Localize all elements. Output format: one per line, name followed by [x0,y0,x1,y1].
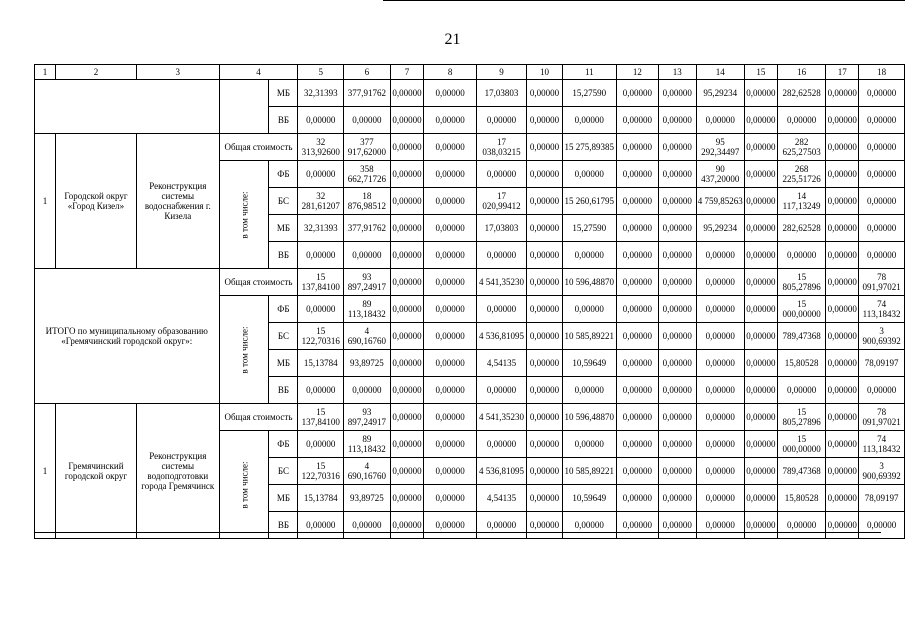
value-cell: 0,00000 [424,512,476,539]
value-cell: 0,00000 [658,377,696,404]
value-cell: 0,00000 [696,404,744,431]
value-cell: 0,00000 [424,458,476,485]
value-cell: 10 596,48870 [562,269,616,296]
value-cell: 32,31393 [298,80,344,107]
total-cost-label: Общая стоимость [219,134,298,161]
value-cell: 78 091,97021 [859,404,905,431]
value-cell: 10,59649 [562,350,616,377]
value-cell: 0,00000 [696,431,744,458]
total-summary-label: ИТОГО по муниципальному образованию «Гремячинский городской округ»: [35,269,220,404]
value-cell: 0,00000 [658,350,696,377]
value-cell: 0,00000 [527,80,563,107]
value-cell: 0,00000 [476,296,526,323]
value-cell: 0,00000 [616,512,658,539]
value-cell: 0,00000 [527,242,563,269]
value-cell: 0,00000 [424,431,476,458]
value-cell: 282,62528 [777,215,825,242]
value-cell: 789,47368 [777,323,825,350]
value-cell: 0,00000 [744,431,777,458]
table-row [35,80,905,107]
value-cell: 15,27590 [562,215,616,242]
value-cell: 0,00000 [562,242,616,269]
value-cell: 0,00000 [527,323,563,350]
value-cell: 0,00000 [298,107,344,134]
value-cell: 32 313,92600 [298,134,344,161]
value-cell: 0,00000 [696,323,744,350]
value-cell: 0,00000 [744,485,777,512]
value-cell: 0,00000 [390,242,424,269]
value-cell: 0,00000 [826,134,859,161]
value-cell: 3 900,69392 [859,458,905,485]
value-cell: 93,89725 [344,485,391,512]
value-cell: 0,00000 [826,161,859,188]
value-cell: 0,00000 [616,107,658,134]
value-cell: 0,00000 [616,323,658,350]
value-cell: 32 281,61207 [298,188,344,215]
value-cell: 0,00000 [696,296,744,323]
value-cell: 0,00000 [390,215,424,242]
value-cell: 0,00000 [390,431,424,458]
value-cell: 789,47368 [777,458,825,485]
value-cell: 10 585,89221 [562,458,616,485]
fund-label: ВБ [269,377,298,404]
value-cell: 15 000,00000 [777,296,825,323]
header-cell: 15 [744,65,777,80]
value-cell: 0,00000 [826,431,859,458]
value-cell: 0,00000 [527,134,563,161]
value-cell: 0,00000 [390,269,424,296]
value-cell: 78,09197 [859,350,905,377]
value-cell: 0,00000 [826,377,859,404]
value-cell: 0,00000 [616,215,658,242]
value-cell: 0,00000 [424,296,476,323]
fund-label: МБ [269,215,298,242]
value-cell: 0,00000 [424,215,476,242]
fund-label: БС [269,323,298,350]
value-cell: 0,00000 [527,485,563,512]
value-cell: 0,00000 [390,323,424,350]
value-cell: 0,00000 [826,458,859,485]
total-cost-label: Общая стоимость [219,269,298,296]
bottom-rule [34,532,881,533]
value-cell: 0,00000 [424,323,476,350]
value-cell: 0,00000 [390,80,424,107]
value-cell: 15,13784 [298,350,344,377]
fund-label: ВБ [269,512,298,539]
value-cell: 0,00000 [390,161,424,188]
value-cell: 0,00000 [658,296,696,323]
value-cell: 0,00000 [616,134,658,161]
header-cell: 10 [527,65,563,80]
value-cell: 0,00000 [744,161,777,188]
value-cell: 74 113,18432 [859,431,905,458]
value-cell: 10 596,48870 [562,404,616,431]
value-cell: 95,29234 [696,80,744,107]
page-number: 21 [444,31,461,48]
value-cell: 0,00000 [658,134,696,161]
value-cell: 268 225,51726 [777,161,825,188]
value-cell: 0,00000 [658,188,696,215]
fund-label: МБ [269,485,298,512]
fund-label: ВБ [269,242,298,269]
value-cell: 15 805,27896 [777,269,825,296]
value-cell: 0,00000 [562,161,616,188]
value-cell: 78,09197 [859,485,905,512]
value-cell: 0,00000 [562,431,616,458]
value-cell: 18 876,98512 [344,188,391,215]
value-cell: 0,00000 [658,485,696,512]
value-cell: 0,00000 [527,269,563,296]
value-cell: 0,00000 [562,512,616,539]
value-cell: 0,00000 [777,107,825,134]
value-cell: 93 897,24917 [344,269,391,296]
value-cell: 90 437,20000 [696,161,744,188]
value-cell: 0,00000 [616,80,658,107]
value-cell: 0,00000 [744,458,777,485]
value-cell: 0,00000 [826,242,859,269]
value-cell: 10 585,89221 [562,323,616,350]
value-cell: 0,00000 [826,269,859,296]
value-cell: 0,00000 [562,296,616,323]
value-cell: 0,00000 [859,188,905,215]
value-cell: 0,00000 [476,512,526,539]
value-cell: 0,00000 [826,107,859,134]
value-cell: 0,00000 [616,242,658,269]
value-cell: 0,00000 [527,107,563,134]
value-cell: 0,00000 [859,242,905,269]
value-cell: 0,00000 [476,377,526,404]
value-cell: 0,00000 [859,215,905,242]
value-cell: 282 625,27503 [777,134,825,161]
value-cell: 0,00000 [298,242,344,269]
blank-cell [219,80,269,134]
value-cell: 0,00000 [298,161,344,188]
header-cell: 5 [298,65,344,80]
vtom-label [219,431,269,539]
value-cell: 0,00000 [424,80,476,107]
value-cell: 0,00000 [696,512,744,539]
value-cell: 14 117,13249 [777,188,825,215]
value-cell: 0,00000 [616,485,658,512]
value-cell: 0,00000 [744,134,777,161]
row-number: 1 [35,404,56,539]
value-cell: 95 292,34497 [696,134,744,161]
value-cell: 0,00000 [390,485,424,512]
value-cell: 15 260,61795 [562,188,616,215]
value-cell: 15 000,00000 [777,431,825,458]
value-cell: 4 690,16760 [344,458,391,485]
value-cell: 0,00000 [424,134,476,161]
value-cell: 93 897,24917 [344,404,391,431]
value-cell: 0,00000 [696,350,744,377]
value-cell: 0,00000 [527,404,563,431]
fund-label: МБ [269,350,298,377]
blank-cell [35,80,220,134]
value-cell: 0,00000 [298,296,344,323]
value-cell: 3 900,69392 [859,323,905,350]
value-cell: 0,00000 [527,431,563,458]
value-cell: 0,00000 [744,107,777,134]
value-cell: 377,91762 [344,215,391,242]
value-cell: 0,00000 [616,377,658,404]
budget-table [34,64,905,539]
value-cell: 74 113,18432 [859,296,905,323]
value-cell: 0,00000 [826,296,859,323]
value-cell: 0,00000 [744,188,777,215]
vtom-label [219,161,269,269]
value-cell: 0,00000 [658,404,696,431]
value-cell: 0,00000 [390,188,424,215]
header-cell: 14 [696,65,744,80]
value-cell: 17,03803 [476,215,526,242]
header-cell: 6 [344,65,391,80]
value-cell: 95,29234 [696,215,744,242]
header-cell: 18 [859,65,905,80]
value-cell: 4 690,16760 [344,323,391,350]
value-cell: 0,00000 [744,377,777,404]
header-cell: 12 [616,65,658,80]
value-cell: 15 275,89385 [562,134,616,161]
value-cell: 282,62528 [777,80,825,107]
value-cell: 0,00000 [826,188,859,215]
value-cell: 0,00000 [527,377,563,404]
header-cell: 2 [55,65,136,80]
value-cell: 0,00000 [658,215,696,242]
value-cell: 15,13784 [298,485,344,512]
value-cell: 0,00000 [826,215,859,242]
table-row [35,134,905,161]
value-cell: 0,00000 [744,296,777,323]
value-cell: 0,00000 [616,269,658,296]
value-cell: 0,00000 [826,350,859,377]
value-cell: 0,00000 [859,161,905,188]
vtom-label-text: в том числе: [238,461,249,508]
value-cell: 0,00000 [696,485,744,512]
value-cell: 0,00000 [390,134,424,161]
value-cell: 0,00000 [424,404,476,431]
value-cell: 0,00000 [658,431,696,458]
value-cell: 0,00000 [658,107,696,134]
value-cell: 4 541,35230 [476,269,526,296]
value-cell: 10,59649 [562,485,616,512]
value-cell: 0,00000 [696,242,744,269]
project-name: Реконструкция системы водоснабжения г. Кизела [137,134,219,269]
vtom-label-text: в том числе: [238,191,249,238]
fund-label: ВБ [269,107,298,134]
value-cell: 0,00000 [744,512,777,539]
value-cell: 0,00000 [527,161,563,188]
value-cell: 0,00000 [826,323,859,350]
value-cell: 89 113,18432 [344,431,391,458]
value-cell: 15 137,84100 [298,269,344,296]
value-cell: 0,00000 [476,431,526,458]
value-cell: 0,00000 [658,161,696,188]
header-cell: 7 [390,65,424,80]
value-cell: 0,00000 [616,458,658,485]
value-cell: 0,00000 [476,161,526,188]
value-cell: 0,00000 [859,134,905,161]
value-cell: 0,00000 [658,269,696,296]
vtom-label [219,296,269,404]
value-cell: 0,00000 [658,80,696,107]
value-cell: 0,00000 [826,404,859,431]
value-cell: 0,00000 [696,269,744,296]
value-cell: 4 536,81095 [476,458,526,485]
value-cell: 0,00000 [859,107,905,134]
value-cell: 0,00000 [744,350,777,377]
value-cell: 0,00000 [616,404,658,431]
value-cell: 0,00000 [424,377,476,404]
value-cell: 0,00000 [344,377,391,404]
header-cell: 8 [424,65,476,80]
value-cell: 0,00000 [344,242,391,269]
value-cell: 0,00000 [527,188,563,215]
value-cell: 0,00000 [298,512,344,539]
value-cell: 15,27590 [562,80,616,107]
fund-label: БС [269,188,298,215]
value-cell: 0,00000 [777,377,825,404]
project-name: Реконструкция системы водоподготовки города Гремячинск [137,404,219,539]
value-cell: 17 020,99412 [476,188,526,215]
value-cell: 377 917,62000 [344,134,391,161]
value-cell: 0,00000 [859,377,905,404]
value-cell: 358 662,71726 [344,161,391,188]
header-cell: 9 [476,65,526,80]
value-cell: 15 122,70316 [298,323,344,350]
value-cell: 0,00000 [390,377,424,404]
value-cell: 0,00000 [658,512,696,539]
value-cell: 17,03803 [476,80,526,107]
table-row [35,404,905,431]
value-cell: 0,00000 [424,269,476,296]
value-cell: 0,00000 [390,107,424,134]
value-cell: 0,00000 [527,512,563,539]
value-cell: 0,00000 [696,458,744,485]
value-cell: 0,00000 [826,485,859,512]
value-cell: 0,00000 [696,377,744,404]
value-cell: 17 038,03215 [476,134,526,161]
row-number: 1 [35,134,56,269]
value-cell: 0,00000 [616,188,658,215]
value-cell: 0,00000 [424,350,476,377]
vtom-label-text: в том числе: [238,326,249,373]
value-cell: 32,31393 [298,215,344,242]
value-cell: 15 137,84100 [298,404,344,431]
header-cell: 3 [137,65,219,80]
value-cell: 377,91762 [344,80,391,107]
value-cell: 0,00000 [424,242,476,269]
value-cell: 89 113,18432 [344,296,391,323]
value-cell: 0,00000 [390,458,424,485]
value-cell: 0,00000 [424,485,476,512]
header-cell: 4 [219,65,298,80]
municipality-name: Гремячинский городской округ [55,404,136,539]
fund-label: БС [269,458,298,485]
header-cell: 13 [658,65,696,80]
value-cell: 4 536,81095 [476,323,526,350]
value-cell: 78 091,97021 [859,269,905,296]
value-cell: 0,00000 [616,350,658,377]
fund-label: МБ [269,80,298,107]
fund-label: ФБ [269,431,298,458]
value-cell: 0,00000 [744,323,777,350]
value-cell: 0,00000 [658,242,696,269]
value-cell: 0,00000 [744,404,777,431]
value-cell: 0,00000 [562,107,616,134]
value-cell: 0,00000 [424,188,476,215]
value-cell: 0,00000 [744,215,777,242]
value-cell: 0,00000 [696,107,744,134]
header-cell: 17 [826,65,859,80]
value-cell: 0,00000 [476,242,526,269]
value-cell: 0,00000 [476,107,526,134]
fund-label: ФБ [269,161,298,188]
value-cell: 0,00000 [616,431,658,458]
value-cell: 4 541,35230 [476,404,526,431]
value-cell: 93,89725 [344,350,391,377]
header-cell: 16 [777,65,825,80]
value-cell: 0,00000 [527,458,563,485]
value-cell: 0,00000 [744,242,777,269]
value-cell: 0,00000 [744,269,777,296]
value-cell: 4,54135 [476,485,526,512]
value-cell: 0,00000 [859,512,905,539]
value-cell: 0,00000 [777,242,825,269]
value-cell: 0,00000 [527,215,563,242]
value-cell: 0,00000 [298,431,344,458]
value-cell: 0,00000 [658,458,696,485]
header-row [35,65,905,80]
value-cell: 15,80528 [777,485,825,512]
value-cell: 15,80528 [777,350,825,377]
value-cell: 0,00000 [859,80,905,107]
value-cell: 0,00000 [424,107,476,134]
value-cell: 0,00000 [344,107,391,134]
header-cell: 11 [562,65,616,80]
value-cell: 0,00000 [826,80,859,107]
value-cell: 0,00000 [562,377,616,404]
value-cell: 0,00000 [390,350,424,377]
header-cell: 1 [35,65,56,80]
table-row [35,269,905,296]
value-cell: 0,00000 [527,296,563,323]
value-cell: 0,00000 [527,350,563,377]
municipality-name: Городской округ «Город Кизел» [55,134,136,269]
value-cell: 0,00000 [616,161,658,188]
fund-label: ФБ [269,296,298,323]
value-cell: 0,00000 [616,296,658,323]
total-cost-label: Общая стоимость [219,404,298,431]
value-cell: 0,00000 [658,323,696,350]
value-cell: 4 759,85263 [696,188,744,215]
value-cell: 0,00000 [744,80,777,107]
value-cell: 0,00000 [424,161,476,188]
value-cell: 0,00000 [826,512,859,539]
value-cell: 4,54135 [476,350,526,377]
value-cell: 0,00000 [390,404,424,431]
value-cell: 0,00000 [390,512,424,539]
value-cell: 0,00000 [390,296,424,323]
value-cell: 0,00000 [344,512,391,539]
value-cell: 15 122,70316 [298,458,344,485]
value-cell: 0,00000 [298,377,344,404]
table-body [35,65,905,539]
value-cell: 0,00000 [777,512,825,539]
value-cell: 15 805,27896 [777,404,825,431]
top-rule [383,0,905,1]
